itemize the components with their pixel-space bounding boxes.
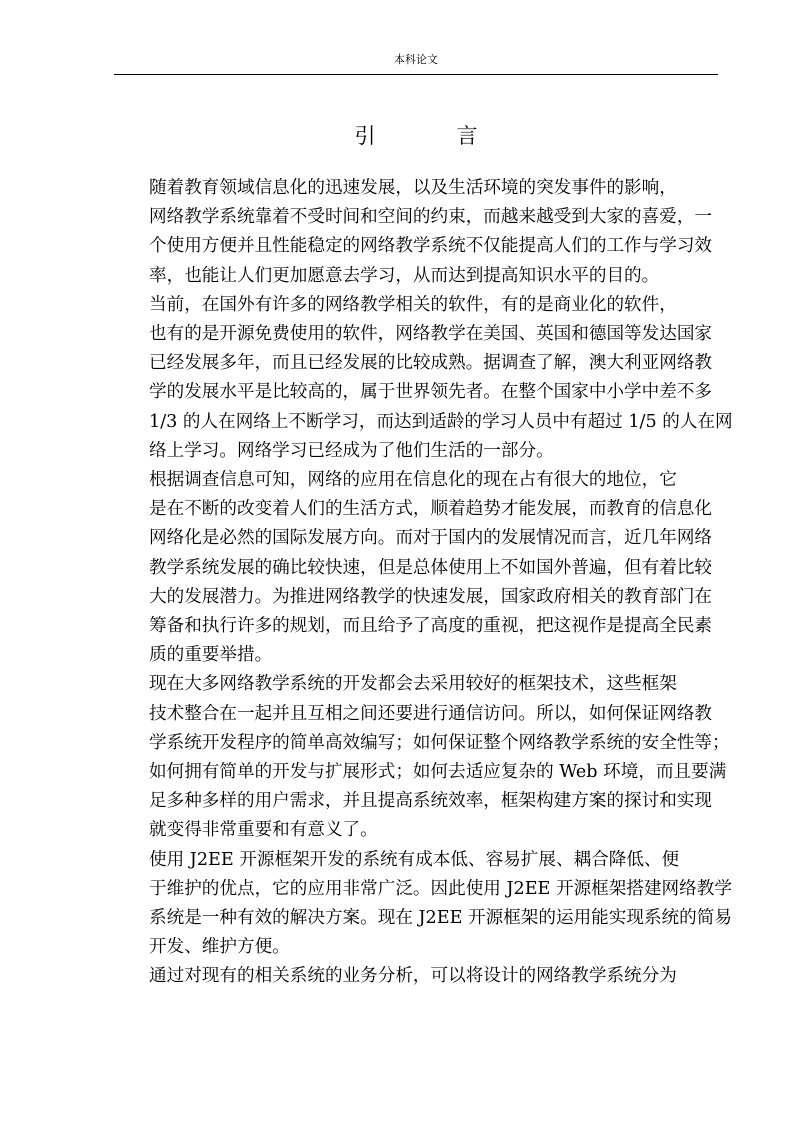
text-line: 学的发展水平是比较高的，属于世界领先者。在整个国家中小学中差不多 [149,382,713,403]
text-line: 学系统开发程序的简单高效编写；如何保证整个网络教学系统的安全性等； [149,732,730,753]
text-line: 教学系统发展的确比较快速，但是总体使用上不如国外普遍，但有着比较 [149,557,713,578]
text-line: 开发、维护方便。 [149,937,290,958]
text-line: 1/3 的人在网络上不断学习，而达到适龄的学习人员中有超过 1/5 的人在网 [149,411,733,432]
body-text [114,174,733,992]
paragraph-4 [114,670,730,845]
text-line: 根据调查信息可知，网络的应用在信息化的现在占有很大的地位，它 [149,470,677,491]
paragraph-1 [114,174,718,291]
text-line: 使用 J2EE 开源框架开发的系统有成本低、容易扩展、耦合降低、便 [149,849,680,870]
text-line: 通过对现有的相关系统的业务分析，可以将设计的网络教学系统分为 [149,966,677,987]
text-line: 技术整合在一起并且互相之间还要进行通信访问。所以，如何保证网络教 [149,703,713,724]
paragraph-2 [114,291,733,466]
paragraph-5 [114,846,732,963]
paragraph-3 [114,466,718,670]
text-line: 如何拥有简单的开发与扩展形式；如何去适应复杂的 Web 环境，而且要满 [149,762,727,783]
text-line: 系统是一种有效的解决方案。现在 J2EE 开源框架的运用能实现系统的简易 [149,908,732,929]
text-line: 网络化是必然的国际发展方向。而对于国内的发展情况而言，近几年网络 [149,528,713,549]
running-header [114,52,718,75]
text-line: 大的发展潜力。为推进网络教学的快速发展，国家政府相关的教育部门在 [149,586,713,607]
text-line: 网络教学系统靠着不受时间和空间的约束，而越来越受到大家的喜爱，一 [149,207,713,228]
text-line: 足多种多样的用户需求，并且提高系统效率，框架构建方案的探讨和实现 [149,791,713,812]
text-line: 络上学习。网络学习已经成为了他们生活的一部分。 [149,440,554,461]
text-line: 是在不断的改变着人们的生活方式，顺着趋势才能发展，而教育的信息化 [149,499,713,520]
text-line: 率，也能让人们更加愿意去学习，从而达到提高知识水平的目的。 [149,265,660,286]
text-line: 就变得非常重要和有意义了。 [149,820,378,841]
text-line: 也有的是开源免费使用的软件，网络教学在美国、英国和德国等发达国家 [149,324,713,345]
section-title: 引 言 [354,124,508,148]
text-line: 现在大多网络教学系统的开发都会去采用较好的框架技术，这些框架 [149,674,677,695]
text-line: 于维护的优点，它的应用非常广泛。因此使用 J2EE 开源框架搭建网络教学 [149,878,732,899]
text-line: 筹备和执行许多的规划，而且给予了高度的重视，把这视作是提高全民素 [149,616,713,637]
text-line: 当前，在国外有许多的网络教学相关的软件，有的是商业化的软件， [149,294,677,315]
text-line: 已经发展多年，而且已经发展的比较成熟。据调查了解，澳大利亚网络教 [149,353,713,374]
text-line: 随着教育领域信息化的迅速发展，以及生活环境的突发事件的影响， [149,178,677,198]
text-line: 质的重要举措。 [149,645,273,666]
paragraph-6 [114,962,718,991]
text-line: 个使用方便并且性能稳定的网络教学系统不仅能提高人们的工作与学习效 [149,236,713,257]
running-header-title: 本科论文 [394,53,438,66]
